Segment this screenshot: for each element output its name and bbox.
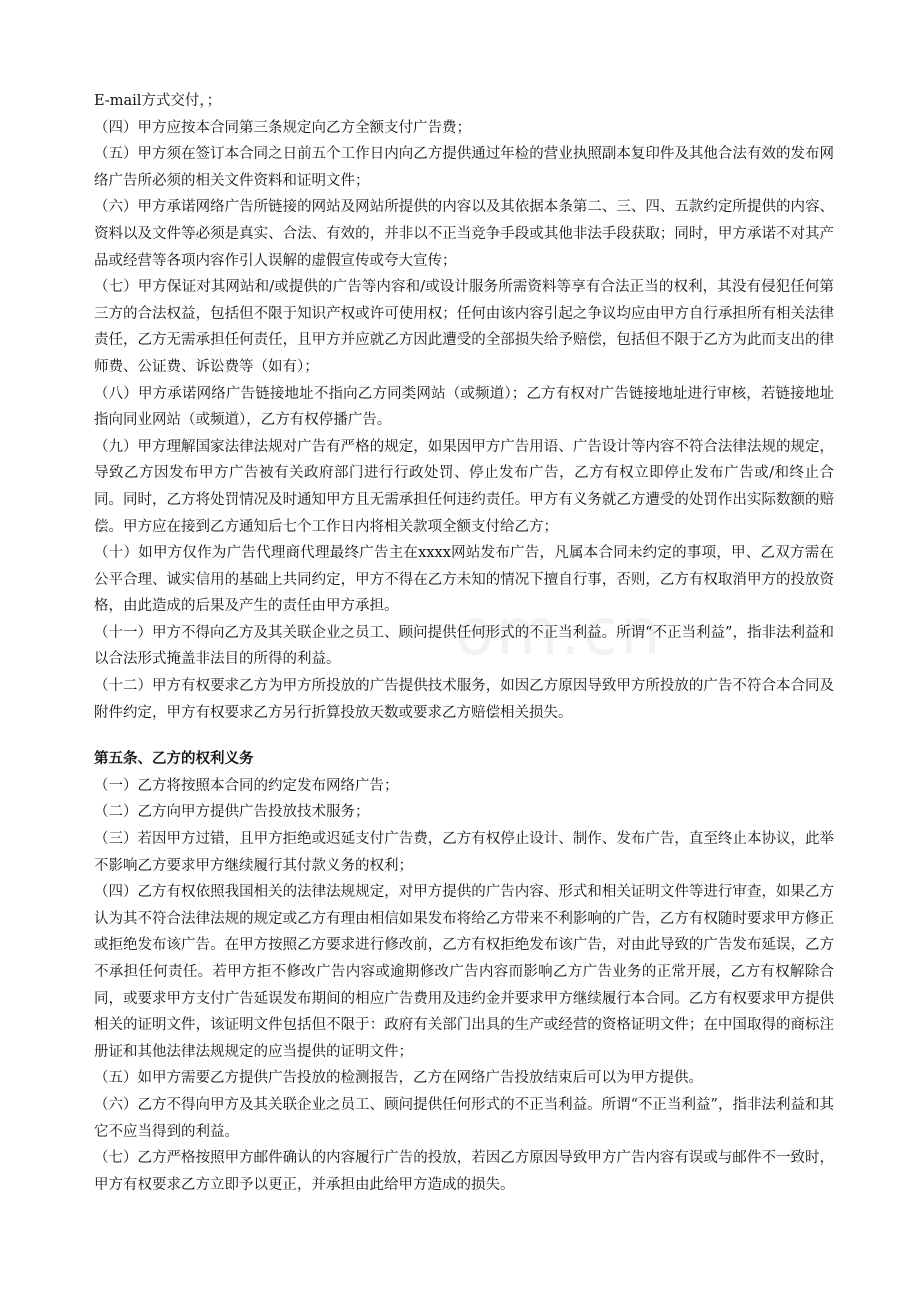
- section-5-title: 第五条、乙方的权利义务: [94, 751, 254, 768]
- clause-a-6: （六）甲方承诺网络广告所链接的网站及网站所提供的内容以及其依据本条第二、三、四、五款约定所提供的内容、资料以及文件等必须是真实、合法、有效的，并非以不正当竞争手段或其他非法手段获取；同时，甲方承诺不对其产品或经营等各项内容作引人误解的虚假宣传或夸大宣传；: [94, 199, 834, 269]
- clause-a-12: （十二）甲方有权要求乙方为甲方所投放的广告提供技术服务，如因乙方原因导致甲方所投放的广告不符合本合同及附件约定，甲方有权要求乙方另行折算投放天数或要求乙方赔偿相关损失。: [94, 678, 834, 721]
- watermark: om.cn: [455, 596, 663, 670]
- document-page: [94, 88, 834, 1198]
- clause-a-9: （九）甲方理解国家法律法规对广告有严格的规定，如果因甲方广告用语、广告设计等内容不符合法律法规的规定，导致乙方因发布甲方广告被有关政府部门进行行政处罚、停止发布广告，乙方有权立即停止发布广告或/和终止合同。同时，乙方将处罚情况及时通知甲方且无需承担任何违约责任。甲方有义务就乙方遭受的处罚作出实际数额的赔偿。甲方应在接到乙方通知后七个工作日内将相关款项全额支付给乙方；: [94, 438, 834, 535]
- clause-b-3: （三）若因甲方过错，且甲方拒绝或迟延支付广告费，乙方有权停止设计、制作、发布广告，直至终止本协议，此举不影响乙方要求甲方继续履行其付款义务的权利；: [94, 831, 834, 874]
- clause-a-7: （七）甲方保证对其网站和/或提供的广告等内容和/或设计服务所需资料等享有合法正当的权利，其没有侵犯任何第三方的合法权益，包括但不限于知识产权或许可使用权；任何由该内容引起之争议均应由甲方自行承担所有相关法律责任，乙方无需承担任何责任，且甲方并应就乙方因此遭受的全部损失给予赔偿，包括但不限于乙方为此而支出的律师费、公证费、诉讼费等（如有）；: [94, 279, 834, 375]
- clause-b-2: （二）乙方向甲方提供广告投放技术服务；: [94, 804, 370, 821]
- clause-a-5: （五）甲方须在签订本合同之日前五个工作日内向乙方提供通过年检的营业执照副本复印件及其他合法有效的发布网络广告所必须的相关文件资料和证明文件；: [94, 146, 834, 189]
- clause-a-10: （十）如甲方仅作为广告代理商代理最终广告主在xxxx网站发布广告，凡属本合同未约定的事项，甲、乙双方需在公平合理、诚实信用的基础上共同约定，甲方不得在乙方未知的情况下擅自行事，否则，乙方有权取消甲方的投放资格，由此造成的后果及产生的责任由甲方承担。: [94, 545, 834, 615]
- clause-b-5: （五）如甲方需要乙方提供广告投放的检测报告，乙方在网络广告投放结束后可以为甲方提供。: [94, 1070, 703, 1087]
- clause-b-1: （一）乙方将按照本合同的约定发布网络广告；: [94, 777, 399, 794]
- clause-b-4: （四）乙方有权依照我国相关的法律法规规定，对甲方提供的广告内容、形式和相关证明文件等进行审查，如果乙方认为其不符合法律法规的规定或乙方有理由相信如果发布将给乙方带来不利影响的广告，乙方有权随时要求甲方修正或拒绝发布该广告。在甲方按照乙方要求进行修改前，乙方有权拒绝发布该广告，对由此导致的广告发布延误，乙方不承担任何责任。若甲方拒不修改广告内容或逾期修改广告内容而影响乙方广告业务的正常开展，乙方有权解除合同，或要求甲方支付广告延误发布期间的相应广告费用及违约金并要求甲方继续履行本合同。乙方有权要求甲方提供相关的证明文件，该证明文件包括但不限于：政府有关部门出具的生产或经营的资格证明文件；在中国取得的商标注册证和其他法律法规规定的应当提供的证明文件；: [94, 884, 834, 1060]
- clause-b-7: （七）乙方严格按照甲方邮件确认的内容履行广告的投放，若因乙方原因导致甲方广告内容有误或与邮件不一致时，甲方有权要求乙方立即予以更正，并承担由此给甲方造成的损失。: [94, 1150, 834, 1193]
- party-b-obligations: [94, 773, 834, 1199]
- party-a-obligations: [94, 88, 834, 726]
- clause-a-4: （四）甲方应按本合同第三条规定向乙方全额支付广告费；: [94, 119, 471, 136]
- clause-email: E-mail方式交付，；: [94, 93, 222, 109]
- clause-a-8: （八）甲方承诺网络广告链接地址不指向乙方同类网站（或频道）；乙方有权对广告链接地址进行审核，若链接地址指向同业网站（或频道），乙方有权停播广告。: [94, 385, 834, 429]
- clause-a-11: （十一）甲方不得向乙方及其关联企业之员工、顾问提供任何形式的不正当利益。所谓“不正当利益”，指非法利益和以合法形式掩盖非法目的所得的利益。: [94, 624, 834, 668]
- clause-b-6: （六）乙方不得向甲方及其关联企业之员工、顾问提供任何形式的不正当利益。所谓“不正当利益”，指非法利益和其它不应当得到的利益。: [94, 1096, 834, 1140]
